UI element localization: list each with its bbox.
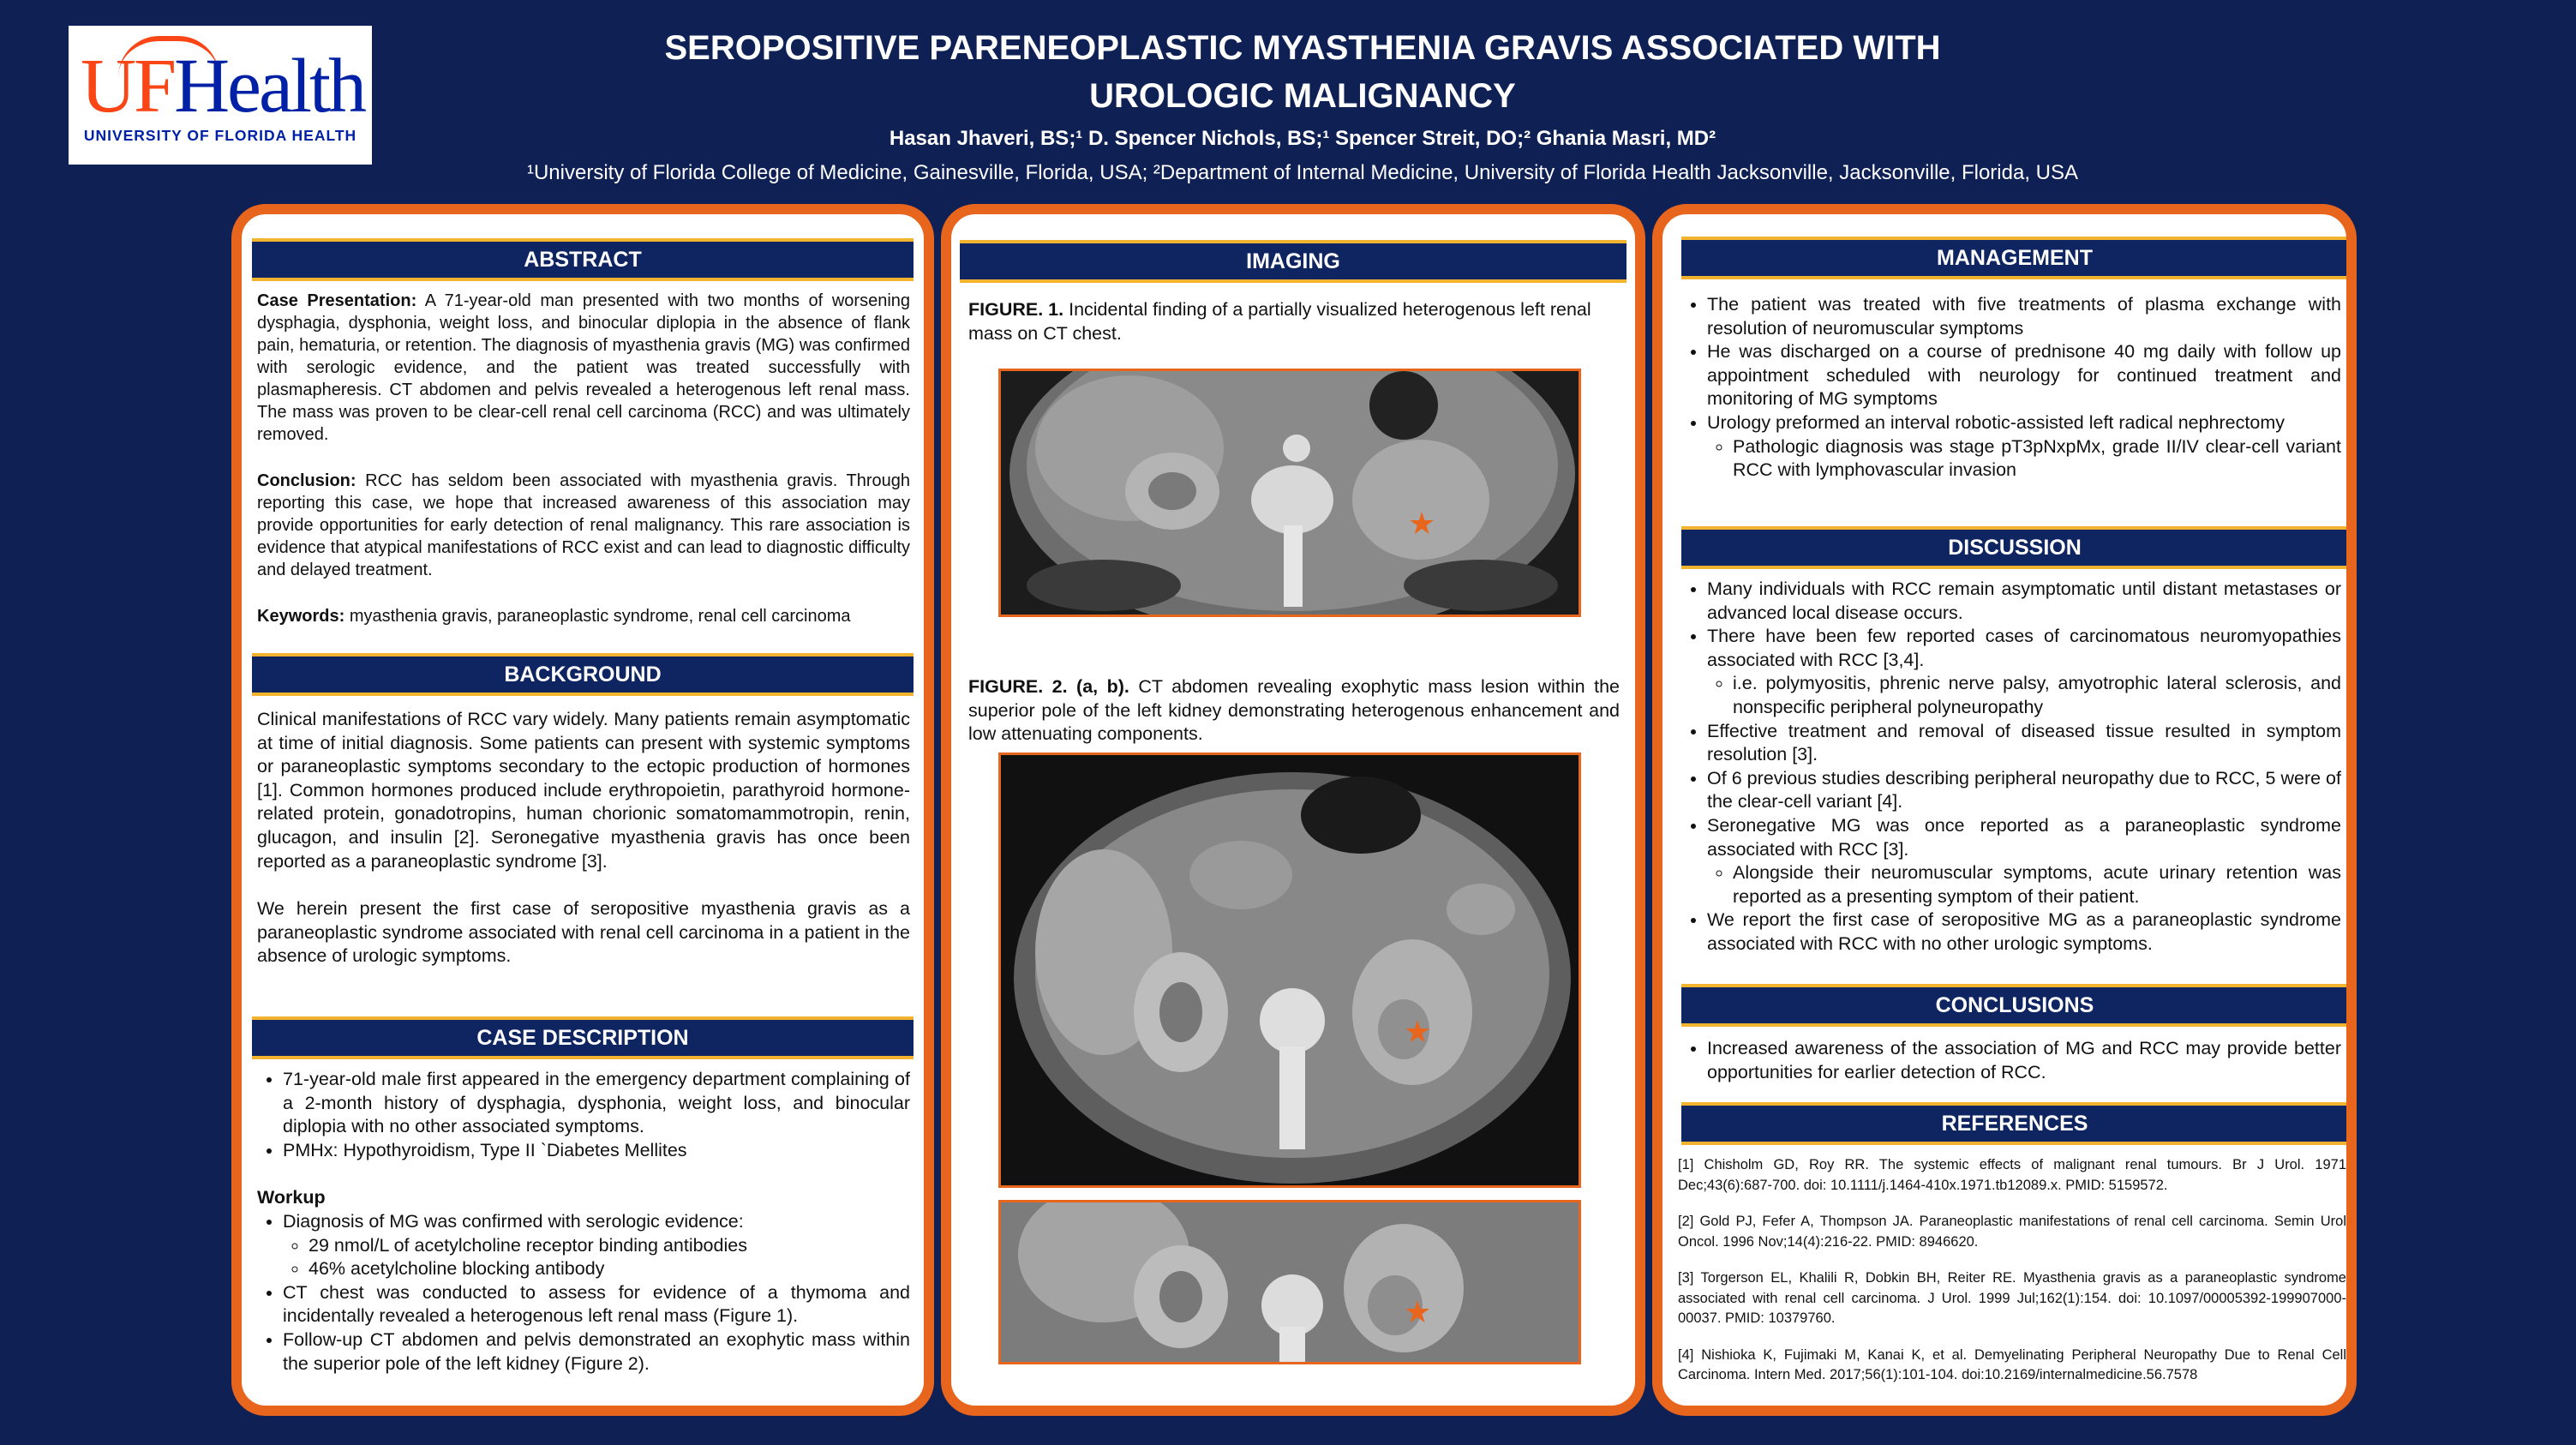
ct-chest-scan	[1001, 371, 1581, 617]
list-item: ◦ i.e. polymyositis, phrenic nerve palsy, amyotrophic lateral sclerosis, and nonspecific peripheral polyneuropathy	[1733, 672, 2341, 719]
discussion-body	[1681, 578, 2341, 956]
conclusions-body	[1681, 1037, 2341, 1084]
list-item: • There have been few reported cases of carcinomatous neuromyopathies associated with RCC [3,4]. ◦ i.e. polymyositis, phrenic nerve palsy, amyotrophic lateral sclerosis, and nonspecific peripheral polyneuropathy	[1707, 625, 2341, 719]
list-item: • Seronegative MG was once reported as a paraneoplastic syndrome associated with RCC [3]. ◦ Alongside their neuromuscular symptoms, acute urinary retention was reported as a presenting symptom of their patient.	[1707, 814, 2341, 908]
abstract-body: Case Presentation: A 71-year-old man presented with two months of worsening dysphagia, dysphonia, weight loss, and binocular diplopia in the absence of flank pain, hematuria, or retention. The diagnosis of myasthenia gravis (MG) was confirmed with serologic evidence, and the patient was treated successfully with plasmapheresis. CT abdomen and pelvis revealed a heterogenous left renal mass. The mass was proven to be clear-cell renal cell carcinoma (RCC) and was ultimately removed. Conclusion: RCC has seldom been associated with myasthenia gravis. Through reporting this case, we hope that increased awareness of this association may provide opportunities for early detection of renal malignancy. This rare association is evidence that atypical manifestations of RCC exist and can lead to diagnostic difficulty and delayed treatment. Keywords: myasthenia gravis, paraneoplastic syndrome, renal cell carcinoma	[257, 291, 911, 626]
references-heading: REFERENCES	[1681, 1102, 2348, 1145]
list-item: • He was discharged on a course of prednisone 40 mg daily with follow up appointment scheduled with neurology for continued treatment and monitoring of MG symptoms	[1707, 340, 2341, 411]
reference-item: [1] Chisholm GD, Roy RR. The systemic effects of malignant renal tumours. Br J Urol. 1971 Dec;43(6):687-700. doi: 10.1111/j.1464-410x.1971.tb12089.x. PMID: 5159572.	[1678, 1157, 2346, 1193]
list-item: • Of 6 previous studies describing peripheral neuropathy due to RCC, 5 were of the clear-cell variant [4].	[1707, 767, 2341, 814]
reference-item: [2] Gold PJ, Fefer A, Thompson JA. Paraneoplastic manifestations of renal cell carcinoma. Semin Urol Oncol. 1996 Nov;14(4):216-22. PMID: 8946620.	[1678, 1214, 2346, 1250]
title-line-1: SEROPOSITIVE PARENEOPLASTIC MYASTHENIA GRAVIS ASSOCIATED WITH	[664, 29, 1941, 67]
list-item: • PMHx: Hypothyroidism, Type II `Diabetes Mellites	[283, 1139, 910, 1163]
list-item: • We report the first case of seropositive MG as a paraneoplastic syndrome associated with RCC with no other urologic symptoms.	[1707, 908, 2341, 956]
figure-2-caption: FIGURE. 2. (a, b). CT abdomen revealing exophytic mass lesion within the superior pole of the left kidney demonstrating heterogenous enhancement and low attenuating components.	[968, 676, 1620, 745]
list-item: • Urology preformed an interval robotic-assisted left radical nephrectomy ◦ Pathologic diagnosis was stage pT3pNxpMx, grade II/IV clear-cell variant RCC with lymphovascular invasion	[1707, 411, 2341, 483]
authors: Hasan Jhaveri, BS;¹ D. Spencer Nichols, BS;¹ Spencer Streit, DO;² Ghania Masri, MD²	[889, 127, 1716, 150]
list-item: • Effective treatment and removal of diseased tissue resulted in symptom resolution [3].	[1707, 720, 2341, 767]
list-item: ◦ Alongside their neuromuscular symptoms, acute urinary retention was reported as a presenting symptom of their patient.	[1733, 861, 2341, 908]
reference-item: [4] Nishioka K, Fujimaki M, Kanai K, et al. Demyelinating Peripheral Neuropathy Due to Renal Cell Carcinoma. Intern Med. 2017;56(1):101-104. doi:10.2169/internalmedicine.56.7578	[1678, 1346, 2346, 1382]
list-item: • Increased awareness of the association of MG and RCC may provide better opportunities for earlier detection of RCC.	[1707, 1037, 2341, 1084]
management-body	[1681, 293, 2341, 483]
left-column	[231, 204, 934, 1416]
ct-abdomen-image-b	[998, 1200, 1581, 1364]
management-heading: MANAGEMENT	[1681, 237, 2348, 279]
mass-marker-star: ★	[1408, 506, 1436, 541]
list-item: • CT chest was conducted to assess for evidence of a thymoma and incidentally revealed a heterogenous left renal mass (Figure 1).	[283, 1281, 910, 1328]
logo-wordmark: UFHealth	[81, 44, 364, 129]
discussion-heading: DISCUSSION	[1681, 526, 2348, 569]
list-item: • The patient was treated with five treatments of plasma exchange with resolution of neuromuscular symptoms	[1707, 293, 2341, 340]
list-item: • Diagnosis of MG was confirmed with serologic evidence: ◦ 29 nmol/L of acetylcholine receptor binding antibodies ◦ 46% acetylcholine blocking antibody	[283, 1210, 910, 1281]
references-body	[1678, 1155, 2346, 1386]
ct-abdomen-image-a	[998, 752, 1581, 1188]
list-item: • Follow-up CT abdomen and pelvis demonstrated an exophytic mass within the superior pole of the left kidney (Figure 2).	[283, 1328, 910, 1376]
right-column	[1652, 204, 2357, 1416]
ct-chest-image	[998, 369, 1581, 617]
background-heading: BACKGROUND	[252, 653, 914, 696]
title-line-2: UROLOGIC MALIGNANCY	[1089, 77, 1516, 115]
reference-item: [3] Torgerson EL, Khalili R, Dobkin BH, Reiter RE. Myasthenia gravis as a paraneoplastic syndrome associated with renal cell carcinoma. J Urol. 1999 Jul;162(1):154. doi: 10.1097/00005392-199907000-00037. PMID: 10379760.	[1678, 1270, 2346, 1326]
background-body: Clinical manifestations of RCC vary widely. Many patients remain asymptomatic at time of initial diagnosis. Some patients can present with systemic symptoms or paraneoplastic symptoms secondary to the ectopic production of hormones [1]. Common hormones produced include erythropoietin, parathyroid hormone-related protein, gonadotropins, human chorionic somatomammotropin, renin, glucagon, and insulin [2]. Seronegative myasthenia gravis has once been reported as a paraneoplastic syndrome [3]. We herein present the first case of seropositive myasthenia gravis as a paraneoplastic syndrome associated with renal cell carcinoma in a patient in the absence of urologic symptoms.	[257, 709, 910, 967]
list-item: • Many individuals with RCC remain asymptomatic until distant metastases or advanced local disease occurs.	[1707, 578, 2341, 625]
case-description-body	[257, 1068, 910, 1376]
conclusions-heading: CONCLUSIONS	[1681, 984, 2348, 1027]
ct-abdomen-scan-a	[1001, 755, 1581, 1188]
workup-label: Workup	[257, 1187, 326, 1208]
list-item: ◦ 46% acetylcholine blocking antibody	[309, 1257, 910, 1281]
list-item: ◦ Pathologic diagnosis was stage pT3pNxpMx, grade II/IV clear-cell variant RCC with lymphovascular invasion	[1733, 435, 2341, 483]
logo-subtitle: UNIVERSITY OF FLORIDA HEALTH	[83, 127, 357, 144]
uf-health-logo	[69, 26, 372, 165]
mass-marker-star: ★	[1404, 1294, 1432, 1329]
affiliations: ¹University of Florida College of Medicine, Gainesville, Florida, USA; ²Department of Internal Medicine, University of Florida Health Jacksonville, Jacksonville, Florida, USA	[526, 161, 2079, 184]
figure-1-caption: FIGURE. 1. Incidental finding of a partially visualized heterogenous left renal mass on CT chest.	[968, 299, 1591, 344]
list-item: ◦ 29 nmol/L of acetylcholine receptor binding antibodies	[309, 1234, 910, 1258]
middle-column	[941, 204, 1645, 1416]
case-description-heading: CASE DESCRIPTION	[252, 1016, 914, 1059]
abstract-heading: ABSTRACT	[252, 238, 914, 281]
ct-abdomen-scan-b	[1001, 1202, 1581, 1364]
imaging-heading: IMAGING	[960, 240, 1626, 283]
list-item: • 71-year-old male first appeared in the emergency department complaining of a 2-month history of dysphagia, dysphonia, weight loss, and binocular diplopia with no other associated symptoms.	[283, 1068, 910, 1139]
mass-marker-star: ★	[1404, 1014, 1432, 1049]
poster-title	[480, 24, 2125, 120]
